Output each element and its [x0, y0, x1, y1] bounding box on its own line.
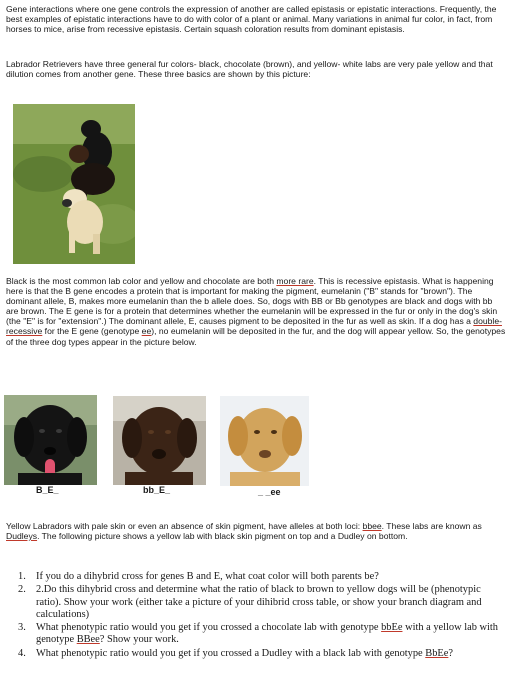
question-item: 1. If you do a dihybrid cross for genes B and E, what coat color will both parents be? — [18, 571, 379, 582]
yellow-lab-photo — [220, 396, 309, 486]
intro-paragraph: Gene interactions where one gene controls the expression of another are called epistasis or epistatic interactions. Frequently, the best examples of epistatic interactions have to do with color of a plant or animal. Many variations in animal fur color, in fact, from horses to mice, arise from recessive epistasis. Certain squash coloration results from dominant epistasis. — [6, 4, 497, 35]
genotype-BBee: BBee — [76, 634, 100, 646]
black-lab-photo — [4, 395, 97, 485]
more-rare-link: more rare — [276, 276, 314, 286]
ee-genotype-link: ee — [141, 326, 152, 337]
caption-black: B_E_ — [36, 485, 59, 495]
genotype-bbEe: bbEe — [381, 622, 403, 634]
labs-intro-paragraph: Labrador Retrievers have three general fur colors- black, chocolate (brown), and yellow- white labs are very pale yellow and that dilution comes from another gene. These three basics are shown by this picture: — [6, 59, 493, 80]
bbee-link: bbee — [362, 521, 382, 531]
chocolate-lab-photo — [113, 396, 206, 485]
double-recessive-link: double-recessive — [6, 316, 502, 337]
caption-chocolate: bb_E_ — [143, 485, 171, 495]
three-labs-photo — [13, 104, 135, 264]
dudleys-link: Dudleys — [6, 531, 38, 542]
question-list — [18, 571, 498, 661]
explanation-paragraph: Black is the most common lab color and yellow and chocolate are both more rare. This is recessive epistasis. What is happening here is that the B gene encodes a protein that is important for making the pigment, eumelanin ("B" stands for "brown"). The dominant allele, B, makes more eumelanin than the b allele does. So, dogs with BB or Bb genotypes are black and dogs with bb are brown. The E gene is for a protein that determines whether the eumelanin will be expressed in the fur or only in the dog's skin (the "E" is for "extension".) The dominant allele, E, causes pigment to be deposited in the fur as well as skin. If a dog has a double-recessive for the E gene (genotype ee), no eumelanin will be deposited in the fur, and the dog will appear yellow. So, the genotypes of the three dog types appear in the picture below. — [6, 276, 506, 347]
question-item: 2. 2.Do this dihybrid cross and determine what the ratio of black to brown to yellow dogs will be (phenotypic ratio). Show your work (either take a picture of your dihibrid cross table, or show your branch diagram and calculations) — [18, 584, 482, 620]
question-item: 4. What phenotypic ratio would you get if you crossed a Dudley with a black lab with genotype BbEe? — [18, 647, 453, 659]
genotype-BbEe: BbEe — [425, 647, 449, 659]
question-item: 3. What phenotypic ratio would you get if you crossed a chocolate lab with genotype bbEe with a yellow lab with genotype BBee? Show your work. — [18, 622, 498, 646]
yellow-labs-paragraph: Yellow Labradors with pale skin or even an absence of skin pigment, have alleles at both loci: bbee. These labs are known as Dudleys. The following picture shows a yellow lab with black skin pigment on top and a Dudley on bottom. — [6, 521, 482, 542]
caption-yellow: _ _ee — [258, 487, 281, 497]
